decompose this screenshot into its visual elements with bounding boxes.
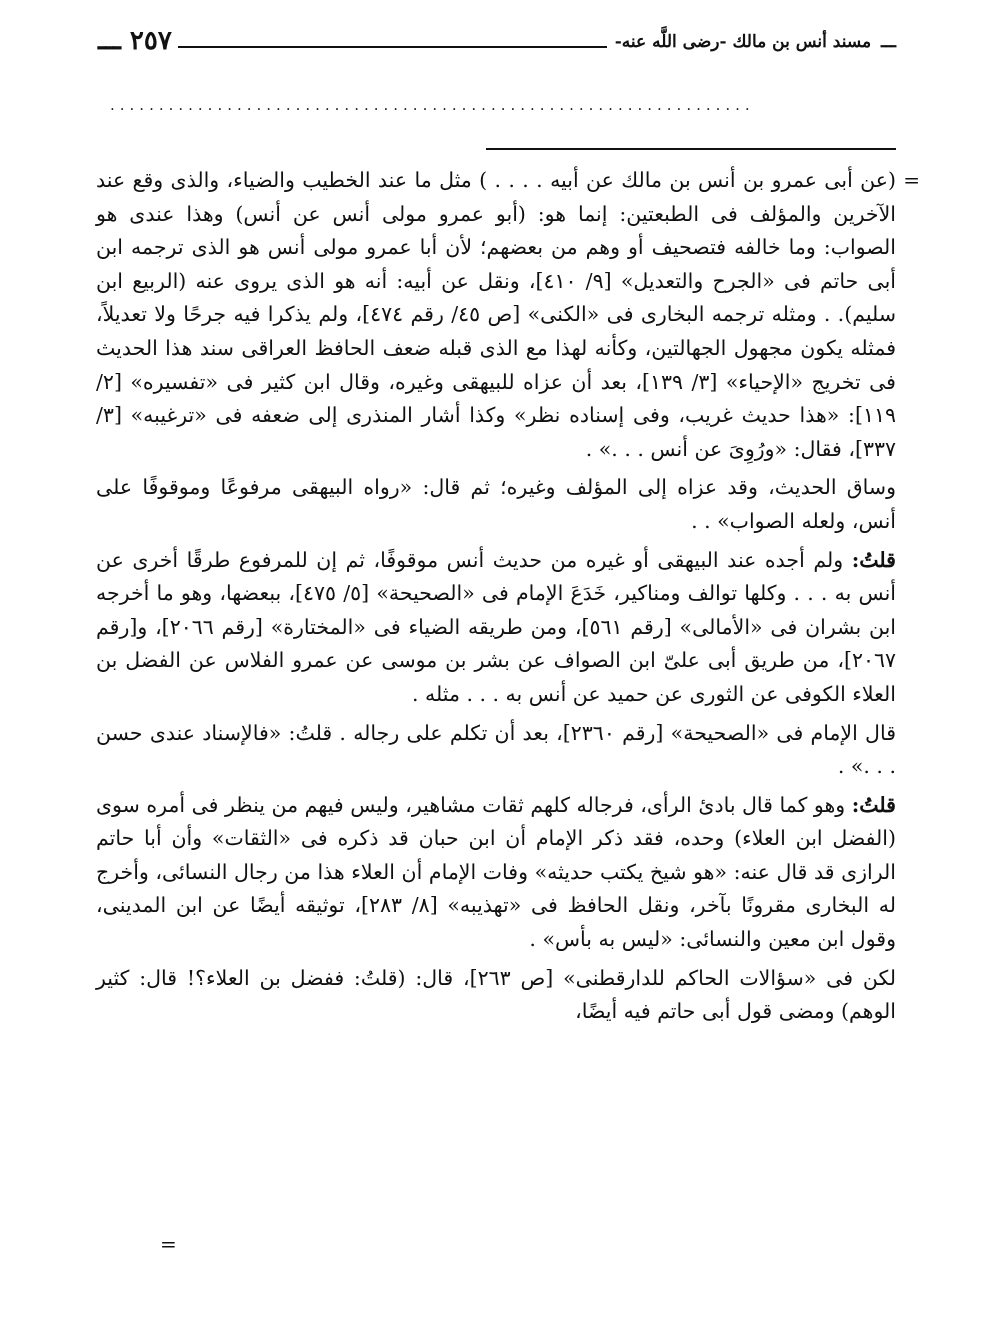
running-title-text: مسند أنس بن مالك -رضى اللَّه عنه- (614, 32, 872, 52)
paragraph-3 (96, 544, 896, 712)
paragraph-5-text: وهو كما قال بادئ الرأى، فرجاله كلهم ثقات مشاهير، وليس فيهم من ينظر فى أمره سوى (الفضل ابن العلاء) وحده، فقد ذكر الإمام أن ابن حبان قد ذكره فى «الثقات» وأن أبا حاتم الرازى قد قال عنه: «هو شيخ يكتب حديثه» وفات الإمام أن العلاء هذا من رجال النسائى، وأخرج له البخارى مقرونًا بآخر، ونقل الحافظ فى «تهذيبه» [٨/ ٢٨٣]، توثيقه أيضًا عن ابن المدينى، وقول ابن معين والنسائى: «ليس به بأس» . (96, 792, 896, 952)
continuation-mark: = (903, 168, 920, 192)
paragraph-1-text: (عن أبى عمرو بن أنس بن مالك عن أبيه . . . . ) مثل ما عند الخطيب والضياء، والذى وقع عند الآخرين والمؤلف فى الطبعتين: إنما هو: (أبو عمرو مولى أنس عن أنس) وهذا عندى هو الصواب: وما خالفه فتصحيف أو وهم من بعضهم؛ لأن أبا عمرو مولى أنس هو الذى ترجمه ابن أبى حاتم فى «الجرح والتعديل» [٩/ ٤١٠]، ونقل عن أبيه: أنه هو الذى يروى عنه (الربيع ابن سليم). . ومثله ترجمه البخارى فى «الكنى» [ص ٤٥/ رقم ٤٧٤]، ولم يذكرا فيه جرحًا ولا تعديلاً، فمثله يكون مجهول الجهالتين، وكأنه لهذا مع الذى قبله ضعف الحافظ العراقى سند هذا الحديث فى تخريج «الإحياء» [٣/ ١٣٩]، بعد أن عزاه للبيهقى وغيره، وقال ابن كثير فى «تفسيره» [٢/ ١١٩]: «هذا حديث غريب، وفى إسناده نظر» وكذا أشار المنذرى إلى ضعفه فى «ترغيبه» [٣/ ٣٣٧]، فقال: «ورُوِىَ عن أنس . . .» . (96, 168, 896, 461)
title-dash: ـــ (881, 32, 896, 52)
paragraph-1 (96, 164, 920, 466)
paragraph-6 (96, 962, 896, 1029)
paragraph-6-text: لكن فى «سؤالات الحاكم للدارقطنى» [ص ٢٦٣]، قال: (قلتُ: ففضل بن العلاء؟! قال: كثير الوهم) ومضى قول أبى حاتم فيه أيضًا، (96, 965, 897, 1024)
footnote-body (96, 164, 920, 1034)
paragraph-5 (96, 789, 896, 957)
end-continuation-mark: = (160, 1232, 177, 1256)
paragraph-2-text: وساق الحديث، وقد عزاه إلى المؤلف وغيره؛ ثم قال: «رواه البيهقى مرفوعًا وموقوفًا على أنس، ولعله الصواب» . . (96, 475, 896, 533)
paragraph-2 (96, 471, 896, 538)
footnote-separator (486, 148, 896, 150)
paragraph-3-text: ولم أجده عند البيهقى أو غيره من حديث أنس موقوفًا، ثم إن للمرفوع طرقًا أخرى عن أنس به . . . وكلها توالف ومناكير، خَدَعَ الإمام فى «الصحيحة» [٥/ ٤٧٥]، ببعضها، وهو ما أخرجه ابن بشران فى «الأمالى» [رقم ٥٦١]، ومن طريقه الضياء فى «المختارة» [رقم ٢٠٦٦]، و[رقم ٢٠٦٧]، من طريق أبى علىّ ابن الصواف عن بشر بن موسى عن عمرو الفلاس عن الفضل بن العلاء الكوفى عن الثورى عن حميد عن أنس به . . . مثله . (96, 547, 897, 706)
page-number (92, 26, 178, 56)
page-header (92, 24, 896, 68)
page-number-value: ٢٥٧ (129, 26, 172, 56)
paragraph-4-text: قال الإمام فى «الصحيحة» [رقم ٢٣٦٠]، بعد أن تكلم على رجاله . قلتُ: «فالإسناد عندى حسن . . .» . (96, 720, 896, 779)
paragraph-5-label: قلتُ: (851, 792, 896, 817)
paragraph-3-label: قلتُ: (851, 547, 896, 572)
dotted-line: .................................................................. (110, 96, 755, 110)
paragraph-4 (96, 717, 896, 784)
page-number-dash: ـــ (98, 26, 121, 56)
running-title (607, 32, 896, 52)
